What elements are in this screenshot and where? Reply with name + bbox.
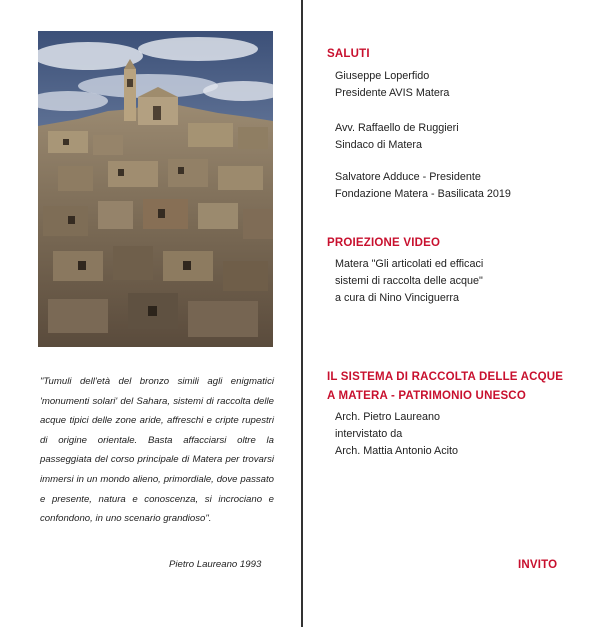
- video-heading: PROIEZIONE VIDEO: [327, 237, 441, 249]
- video-details: [335, 256, 483, 307]
- saluti-item-name: Giuseppe Loperfido: [335, 70, 430, 82]
- saluti-item-role: Sindaco di Matera: [335, 139, 423, 151]
- saluti-item: [335, 120, 459, 154]
- quote-text: "Tumuli dell'età del bronzo simili agli enigmatici 'monumenti solari' del Sahara, sistemi di raccolta delle acque tipici delle zone aride, affreschi e cripte rupestri di origine orientale. Basta affacciarsi oltre la passeggiata del corso principale di Matera per trovarsi immersi in un mondo alieno, primordiale, dove passato e presente, natura e conoscenza, si incrociano e confondono, in uno scenario grandioso".: [40, 376, 274, 525]
- saluti-item: [335, 169, 511, 203]
- saluti-item-role: Presidente AVIS Matera: [335, 87, 450, 99]
- quote-author: Pietro Laureano 1993: [169, 559, 262, 570]
- sistema-heading-line-1: IL SISTEMA DI RACCOLTA DELLE ACQUE: [327, 371, 564, 383]
- sistema-speaker: Arch. Pietro Laureano: [335, 411, 441, 423]
- saluti-item-name: Avv. Raffaello de Ruggieri: [335, 122, 459, 134]
- saluti-item-name: Salvatore Adduce - Presidente: [335, 171, 481, 183]
- invito-label: INVITO: [518, 559, 558, 571]
- sistema-interviewer: Arch. Mattia Antonio Acito: [335, 445, 459, 457]
- video-title-line-1: Matera "Gli articolati ed efficaci: [335, 258, 484, 270]
- matera-photo: [38, 31, 273, 347]
- saluti-item: [335, 68, 449, 102]
- sistema-heading-line-2: A MATERA - PATRIMONIO UNESCO: [327, 390, 526, 402]
- saluti-heading: SALUTI: [327, 48, 370, 60]
- video-credit: a cura di Nino Vinciguerra: [335, 292, 460, 304]
- page-divider: [301, 0, 303, 627]
- saluti-item-role: Fondazione Matera - Basilicata 2019: [335, 188, 511, 200]
- video-title-line-2: sistemi di raccolta delle acque": [335, 275, 483, 287]
- sistema-connector: intervistato da: [335, 428, 403, 440]
- sistema-details: [335, 409, 458, 460]
